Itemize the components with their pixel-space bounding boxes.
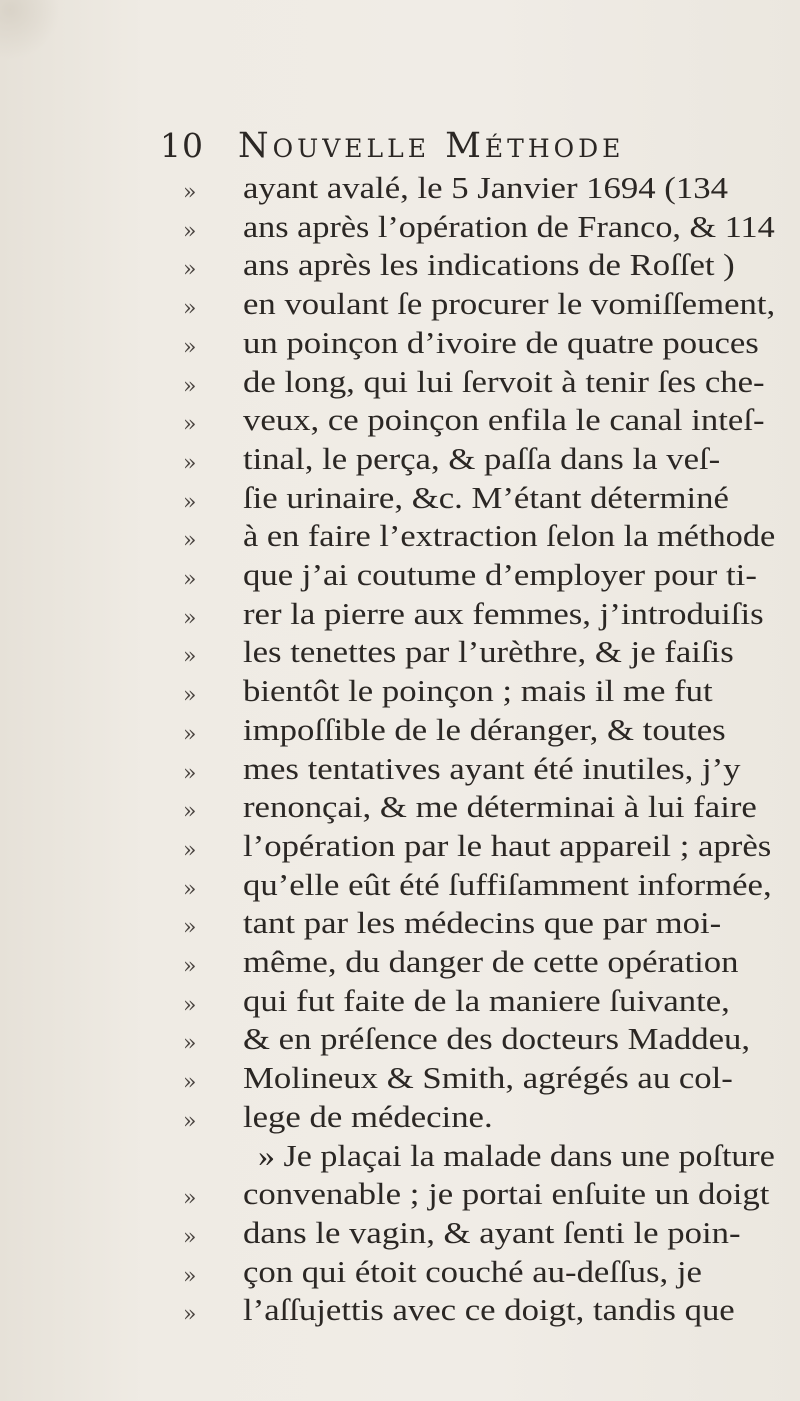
line-text: » Je plaçai la malade dans une poſture [258,1137,775,1173]
text-line [0,1253,800,1296]
text-line [0,1214,800,1257]
line-text: qui fut faite de la maniere ſuivante, [243,982,730,1018]
text-line [0,946,800,986]
text-line [0,750,800,793]
quotation-mark: » [183,876,197,902]
text-line [0,595,800,638]
quotation-mark: » [183,605,197,631]
text-line [0,791,800,831]
line-text: veux, ce poinçon enfila le canal inteſ- [243,402,765,438]
text-line [0,982,800,1025]
line-text: çon qui étoit couché au-deſſus, je [243,1253,702,1289]
quotation-mark: » [183,450,197,476]
line-text: un poinçon d’ivoire de quatre pouces [243,324,759,360]
text-line [0,711,800,754]
line-text: l’aſſujettis avec ce doigt, tandis que [243,1292,735,1328]
quotation-mark: » [183,1108,197,1134]
line-text: tant par les médecins que par moi- [243,905,722,941]
text-line [0,324,800,367]
text-line [0,520,800,560]
quotation-mark: » [183,1224,197,1250]
line-text: tinal, le perça, & paſſa dans la veſ- [243,440,721,476]
quotation-mark: » [183,1302,197,1328]
text-line [0,479,800,522]
line-text: dans le vagin, & ayant ſenti le poin- [243,1214,741,1250]
quotation-mark: » [183,954,197,979]
line-text: les tenettes par l’urèthre, & je faiſis [243,634,734,670]
text-line [0,636,800,676]
quotation-mark: » [183,373,197,399]
line-text: lege de médecine. [243,1098,493,1134]
line-text: bientôt le poinçon ; mais il me fut [243,673,713,709]
text-line [0,1294,800,1334]
line-text: l’opération par le haut appareil ; après [243,827,772,863]
text-line [0,208,800,251]
quotation-mark: » [183,760,197,786]
text-line [0,1023,800,1063]
text-line [0,827,800,870]
text-line [0,907,800,947]
line-text: impoſſible de le déranger, & toutes [243,711,726,747]
text-line [0,363,800,406]
text-line [0,866,800,909]
quotation-mark: » [183,837,197,863]
quotation-mark: » [183,528,197,554]
text-line [0,675,800,715]
quotation-mark: » [183,915,197,941]
quotation-mark: » [183,296,197,322]
quotation-mark: » [183,1070,197,1096]
text-line [0,172,800,212]
text-line [0,249,800,289]
quotation-mark: » [183,334,197,360]
quotation-mark: » [183,489,197,515]
line-text: qu’elle eût été ſuffiſamment informée, [243,866,772,902]
text-line [0,1062,800,1102]
quotation-mark: » [183,644,197,670]
text-line [0,440,800,483]
quotation-mark: » [183,1031,197,1057]
running-title: Nouvelle Méthode [238,126,625,166]
text-line [0,404,800,444]
quotation-mark: » [183,799,197,825]
line-text: renonçai, & me déterminai à lui faire [243,789,757,825]
line-text: que j’ai coutume d’employer pour ti- [243,557,757,592]
line-text: Molineux & Smith, agrégés au col- [243,1060,733,1096]
line-text: mes tentatives ayant été inutiles, j’y [243,750,741,786]
text-line [0,1137,800,1180]
line-text: & en préſence des docteurs Maddeu, [243,1021,751,1057]
line-text: ans après l’opération de Franco, & 114 [243,208,775,244]
quotation-mark: » [183,721,197,747]
quotation-mark: » [183,992,197,1018]
line-text: convenable ; je portai enſuite un doigt [243,1176,770,1212]
quotation-mark: » [183,257,197,283]
quotation-mark: » [183,1186,197,1212]
line-text: ſie urinaire, &c. M’étant déterminé [243,479,729,515]
line-text: ans après les indications de Roſſet ) [243,247,735,283]
text-line [0,288,800,328]
quotation-mark: » [183,180,197,205]
page-corner-shadow [0,0,60,60]
quotation-mark: » [183,1263,197,1289]
quotation-mark: » [183,567,197,592]
page-number: 10 [160,126,204,165]
text-line [0,1178,800,1218]
line-text: à en faire l’extraction ſelon la méthode [243,518,776,554]
quotation-mark: » [183,683,197,709]
line-text: même, du danger de cette opération [243,944,739,979]
quotation-mark: » [183,218,197,244]
line-text: de long, qui lui ſervoit à tenir ſes che- [243,363,765,399]
quotation-mark: » [183,412,197,438]
text-line [0,559,800,599]
line-text: en voulant ſe procurer le vomiſſement, [243,286,776,322]
page-header [160,126,624,170]
line-text: ayant avalé, le 5 Janvier 1694 (134 [243,170,728,205]
line-text: rer la pierre aux femmes, j’introduiſis [243,595,764,631]
text-line [0,1098,800,1141]
